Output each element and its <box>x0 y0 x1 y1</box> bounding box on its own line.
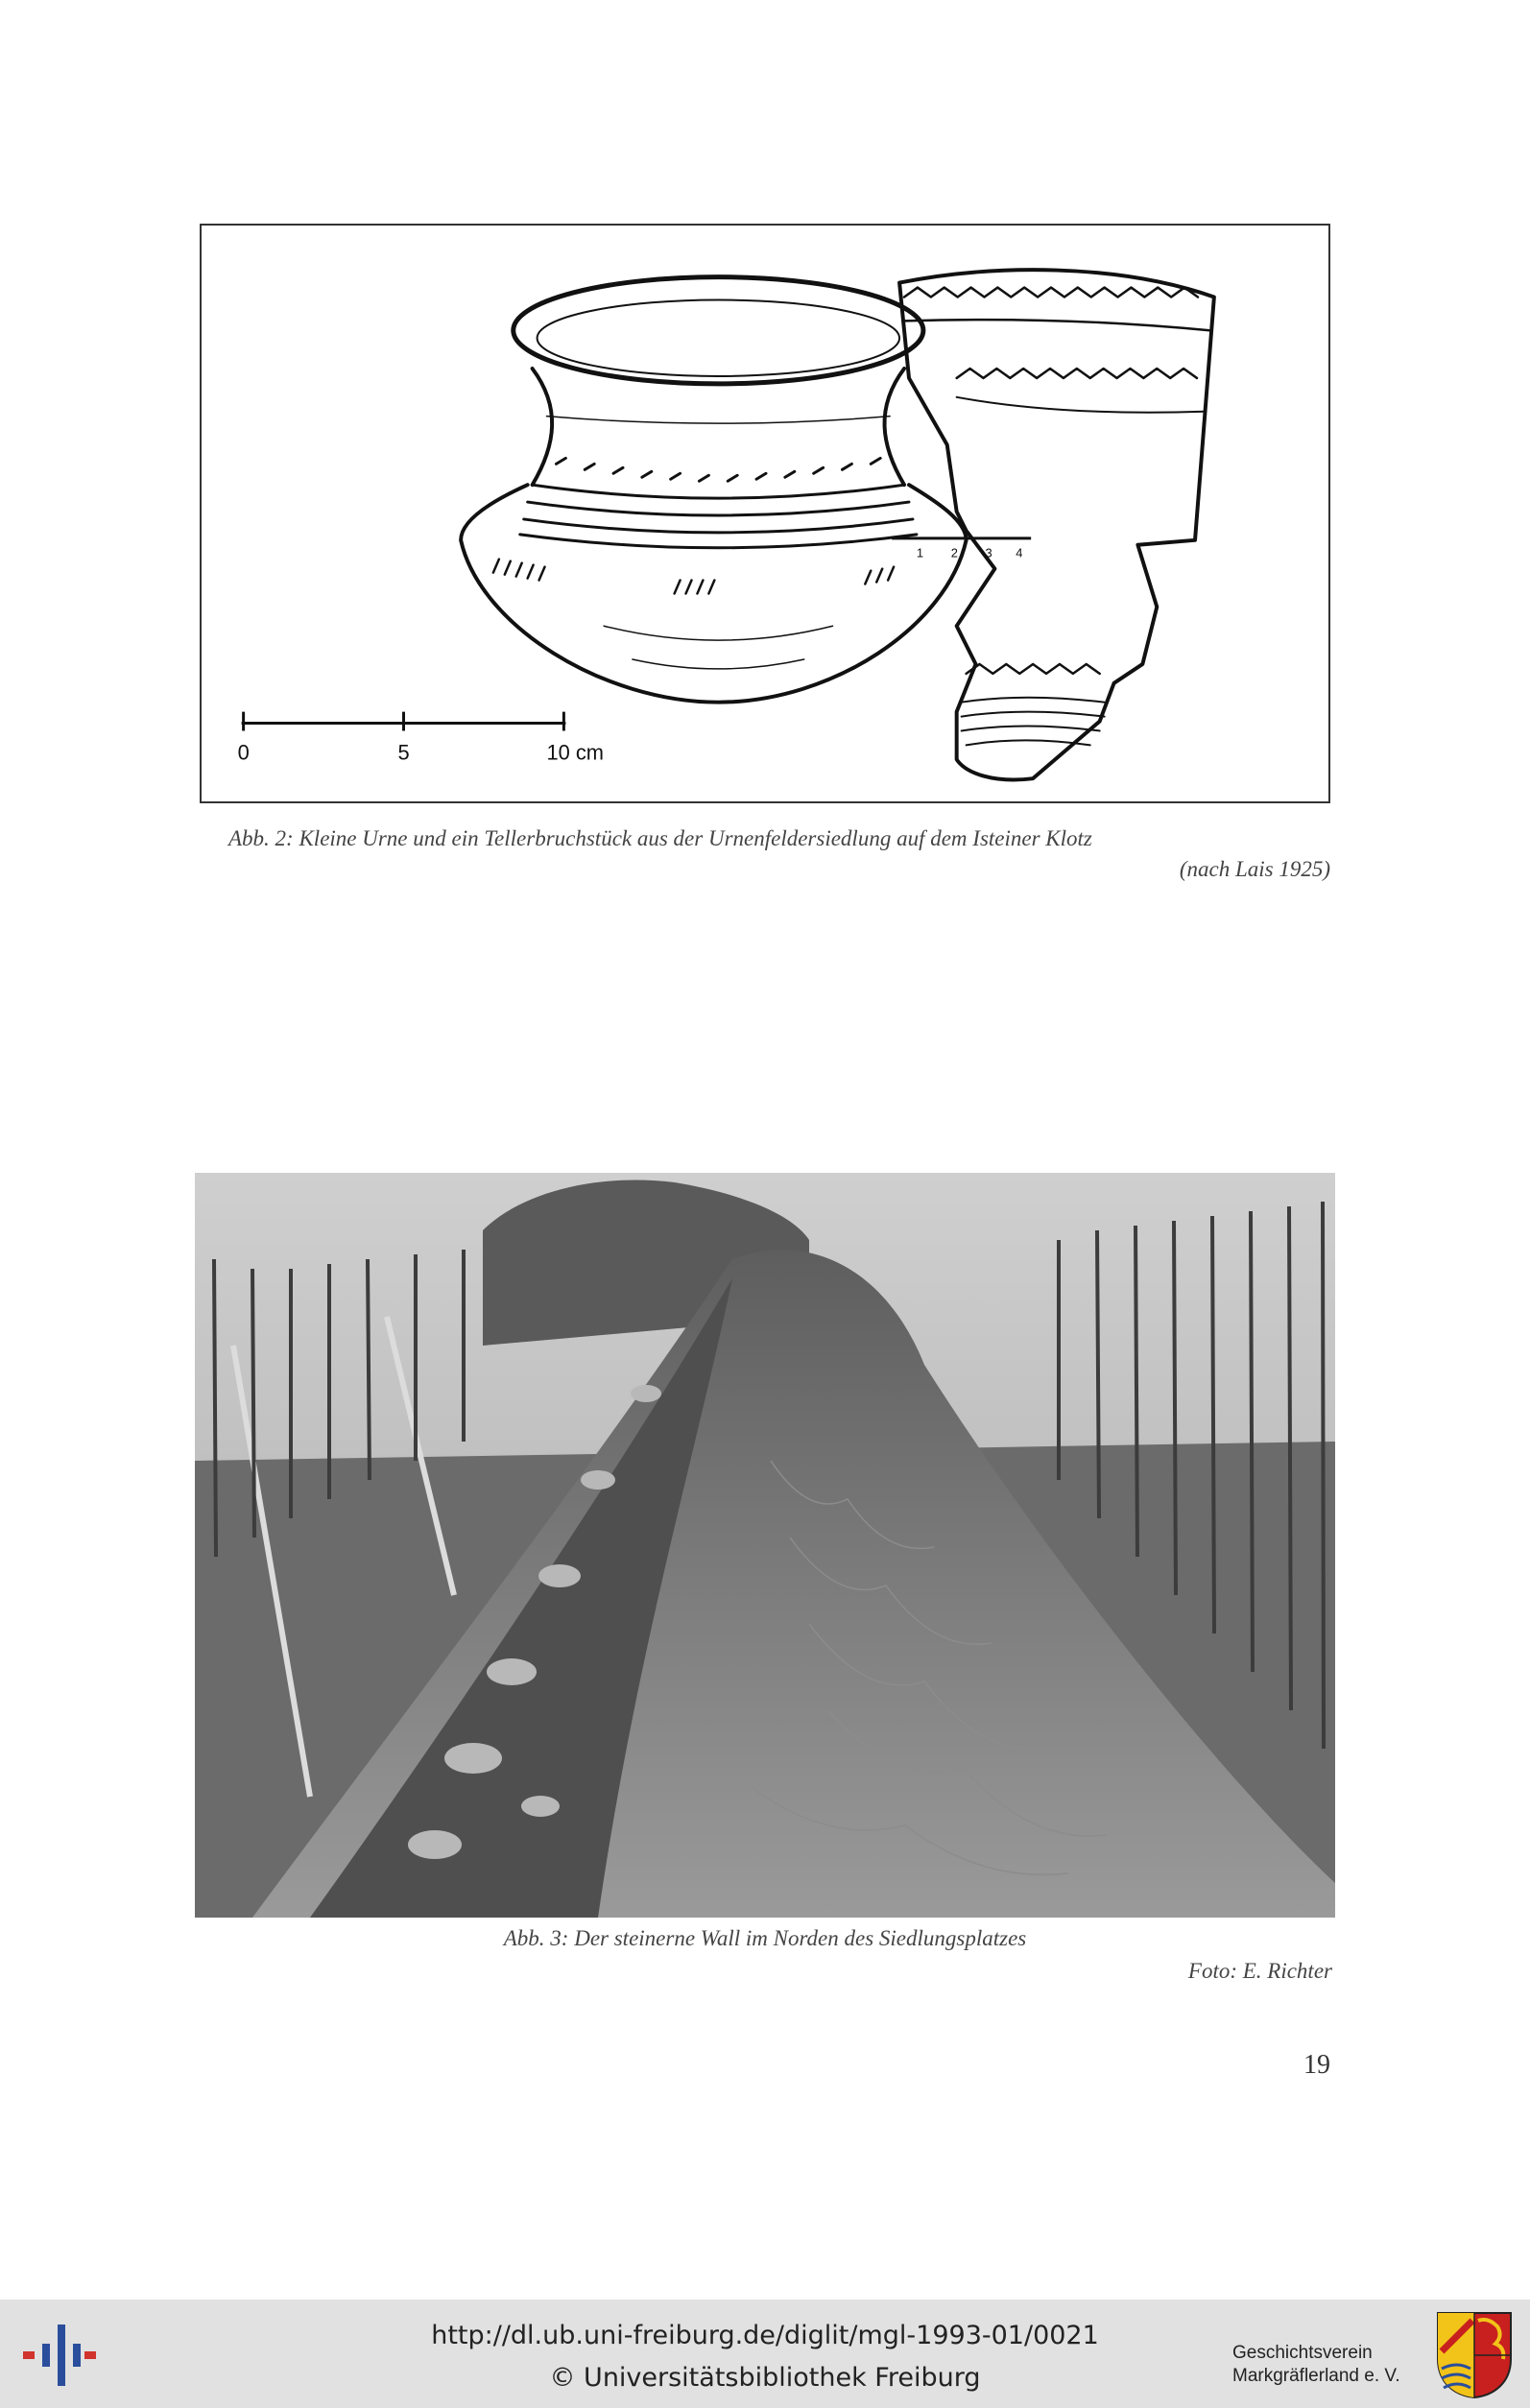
figure-credit-2: Foto: E. Richter <box>1187 1959 1332 1983</box>
footer-url-link[interactable]: http://dl.ub.uni-freiburg.de/diglit/mgl-1993-01/0021 <box>431 2321 1099 2350</box>
scale-bar-large <box>242 712 566 731</box>
small-scale-4: 4 <box>1016 545 1023 560</box>
scale-label-0: 0 <box>237 740 250 765</box>
footer-copyright: © Universitätsbibliothek Freiburg <box>549 2363 981 2393</box>
figure-stone-wall-photo <box>195 1173 1335 1918</box>
society-name <box>1232 2342 1400 2388</box>
small-scale-1: 1 <box>916 545 924 560</box>
scale-label-5: 5 <box>397 740 410 765</box>
small-scale-2: 2 <box>950 545 958 560</box>
page-number: 19 <box>1303 2050 1330 2080</box>
figure-caption-2: Abb. 3: Der steinerne Wall im Norden des Siedlungsplatzes <box>503 1926 1027 1950</box>
society-name-line1: Geschichtsverein <box>1232 2343 1373 2363</box>
scale-label-10cm: 10 cm <box>546 740 605 765</box>
small-scale-3: 3 <box>985 545 992 560</box>
plate-fragment-illustration <box>899 270 1214 779</box>
urn-illustration <box>461 277 966 703</box>
figure-urn-drawing <box>200 224 1330 803</box>
figure-credit-1: (nach Lais 1925) <box>1179 857 1330 881</box>
coat-of-arms-icon <box>1436 2311 1513 2399</box>
figure-caption-1: Abb. 2: Kleine Urne und ein Tellerbruchstück aus der Urnenfeldersiedlung auf dem Isteiner Klotz <box>228 826 1092 850</box>
footer-bar <box>0 2300 1530 2408</box>
society-name-line2: Markgräflerland e. V. <box>1232 2366 1400 2386</box>
